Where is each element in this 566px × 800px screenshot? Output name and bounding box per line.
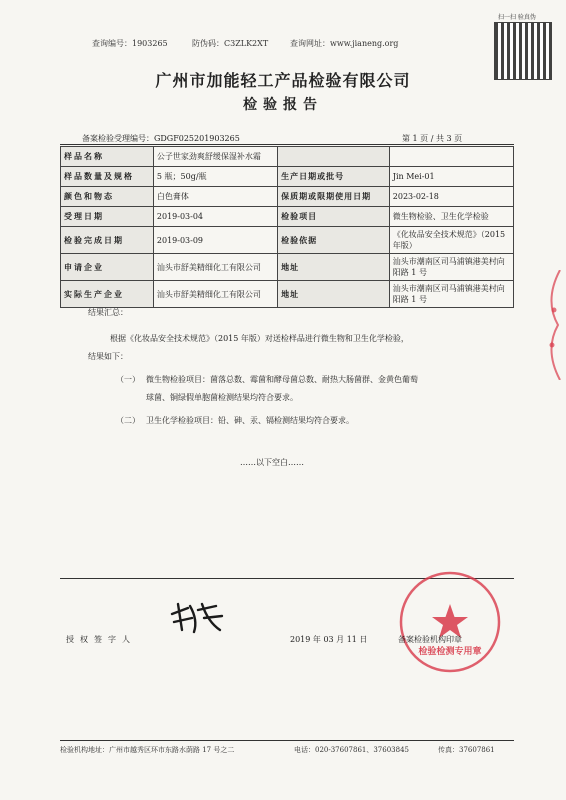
row-value-2: 汕头市潮南区司马浦镇港美村向阳路 1 号 [389,281,513,308]
report-title: 检验报告 [243,97,323,113]
side-seal [538,270,566,380]
footer-phone: 电话：020-37607861、37603845 [294,746,409,754]
footer-fax: 传真：37607861 [438,746,495,754]
intro-text-2: 结果如下： [88,352,128,361]
table-row [61,187,514,207]
row-value-2: Jin Mei-01 [389,167,513,187]
row-value: 汕头市舒美精细化工有限公司 [153,281,277,308]
row-value: 公子世家劲爽舒缓保湿补水霜 [153,147,277,167]
row-value: 2019-03-09 [153,227,277,254]
row-label-2: 检验依据 [278,227,390,254]
row-label: 申请企业 [61,254,154,281]
row-label: 颜色和物态 [61,187,154,207]
record-number: 备案检验受理编号：GDGF025201903265 [82,134,240,143]
item2-number: （二） [116,416,140,425]
row-label-2: 地址 [278,281,390,308]
row-label: 检验完成日期 [61,227,154,254]
item2-text: 卫生化学检验项目：铅、砷、汞、镉检测结果均符合要求。 [146,416,354,425]
row-label-2: 地址 [278,254,390,281]
row-label: 实际生产企业 [61,281,154,308]
summary-label: 结果汇总： [88,308,128,317]
row-value-2: 微生物检验、卫生化学检验 [389,207,513,227]
sign-date: 2019 年 03 月 11 日 [290,635,368,644]
table-row [61,207,514,227]
table-row [61,254,514,281]
row-value-2: 2023-02-18 [389,187,513,207]
row-value-2: 汕头市潮南区司马浦镇港美村向阳路 1 号 [389,254,513,281]
table-row [61,147,514,167]
item1-text: 微生物检验项目：菌落总数、霉菌和酵母菌总数、耐热大肠菌群、金黄色葡萄 [146,375,418,384]
stamp-text: 检验检测专用章 [418,647,482,657]
row-label-2: 保质期或限期使用日期 [278,187,390,207]
page-info: 第 1 页 / 共 3 页 [402,134,463,143]
row-value: 2019-03-04 [153,207,277,227]
row-value: 白色膏体 [153,187,277,207]
signature [168,600,226,640]
row-label-2 [278,147,390,167]
footer-address: 检验机构地址：广州市越秀区环市东路水荫路 17 号之二 [60,746,235,754]
item1-text-2: 球菌、铜绿假单胞菌检测结果均符合要求。 [146,393,298,402]
inspection-seal [398,570,502,674]
row-value-2: 《化妆品安全技术规范》（2015 年版） [389,227,513,254]
footer-rule [60,740,514,741]
item1-number: （一） [116,375,140,384]
table-row [61,227,514,254]
row-label-2: 生产日期或批号 [278,167,390,187]
intro-text: 根据《化妆品安全技术规范》（2015 年版）对送检样品进行微生物和卫生化学检验， [110,334,409,343]
authorized-signatory-label: 授权签字人 [66,635,136,644]
query-website: 查询网址：www.jianeng.org [290,39,399,48]
row-label: 受理日期 [61,207,154,227]
end-marker: ……以下空白…… [240,458,304,467]
top-rule [60,144,514,145]
row-value: 5 瓶；50g/瓶 [153,167,277,187]
query-number: 查询编号：1903265 [92,39,168,48]
table-row [61,167,514,187]
stamp-caption: 备案检验机构印章 [398,635,462,644]
anti-fake-code: 防伪码：C3ZLK2XT [192,39,269,48]
qr-label: 扫一扫 验真伪 [498,14,536,21]
table-row [61,281,514,308]
row-label: 样品名称 [61,147,154,167]
row-label: 样品数量及规格 [61,167,154,187]
row-value-2 [389,147,513,167]
company-name: 广州市加能轻工产品检验有限公司 [155,71,411,90]
row-value: 汕头市舒美精细化工有限公司 [153,254,277,281]
sample-info-table [60,146,514,308]
row-label-2: 检验项目 [278,207,390,227]
